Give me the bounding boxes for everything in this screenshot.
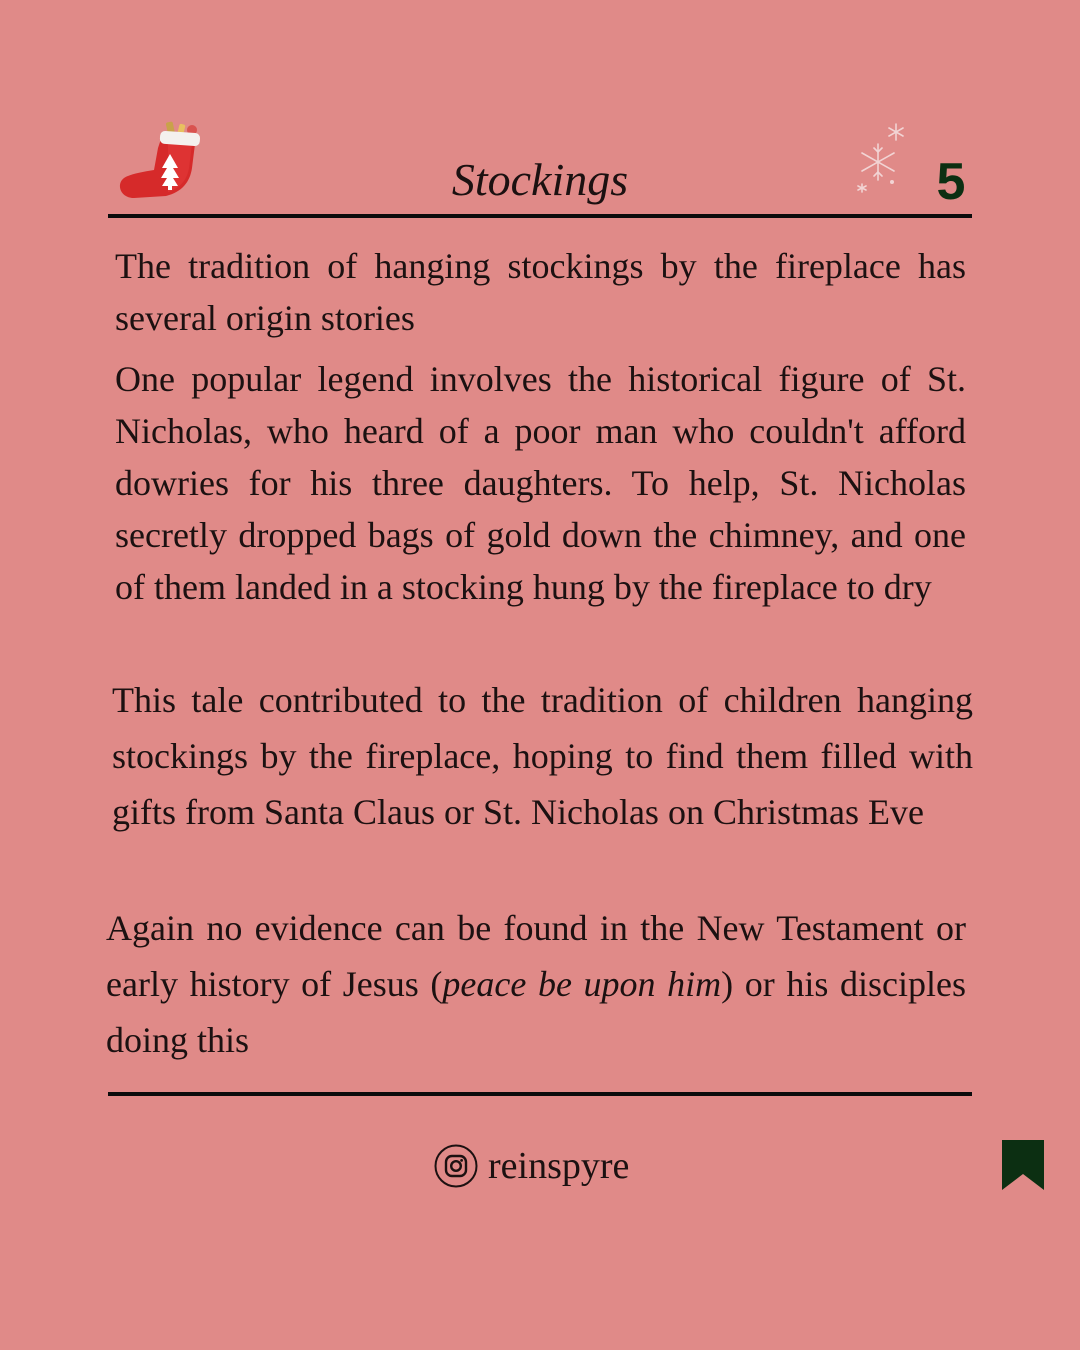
page-number: 5 (936, 153, 966, 211)
paragraph-evidence-end: ) or his disciples doing this (106, 964, 966, 1060)
bookmark-icon[interactable] (1002, 1140, 1044, 1190)
footer-divider (108, 1092, 972, 1096)
paragraph-evidence-start: Again no evidence can be found in the New Testament or early history of Jesus ( (106, 908, 966, 1004)
paragraph-origin: The tradition of hanging stockings by the fireplace has several origin stories (115, 246, 966, 338)
instagram-icon (434, 1144, 478, 1188)
honorific-text: peace be upon him (442, 964, 722, 1004)
page-title: Stockings (451, 154, 629, 205)
handle-text: reinspyre (488, 1145, 630, 1187)
paragraph-legend: One popular legend involves the historical figure of St. Nicholas, who heard of a poor man who couldn't afford dowries for his three daughters. To help, St. Nicholas secretly dropped bags of gold down the chimney, and one of them landed in a stocking hung by the fireplace to dry (115, 359, 966, 607)
paragraph-tradition: This tale contributed to the tradition of children hanging stockings by the fireplace, hoping to find them filled with gifts from Santa Claus or St. Nicholas on Christmas Eve (112, 680, 973, 832)
header-divider (108, 214, 972, 218)
paragraph-evidence (106, 900, 966, 1068)
snowflakes-icon (850, 120, 910, 200)
social-handle[interactable] (434, 1140, 629, 1192)
